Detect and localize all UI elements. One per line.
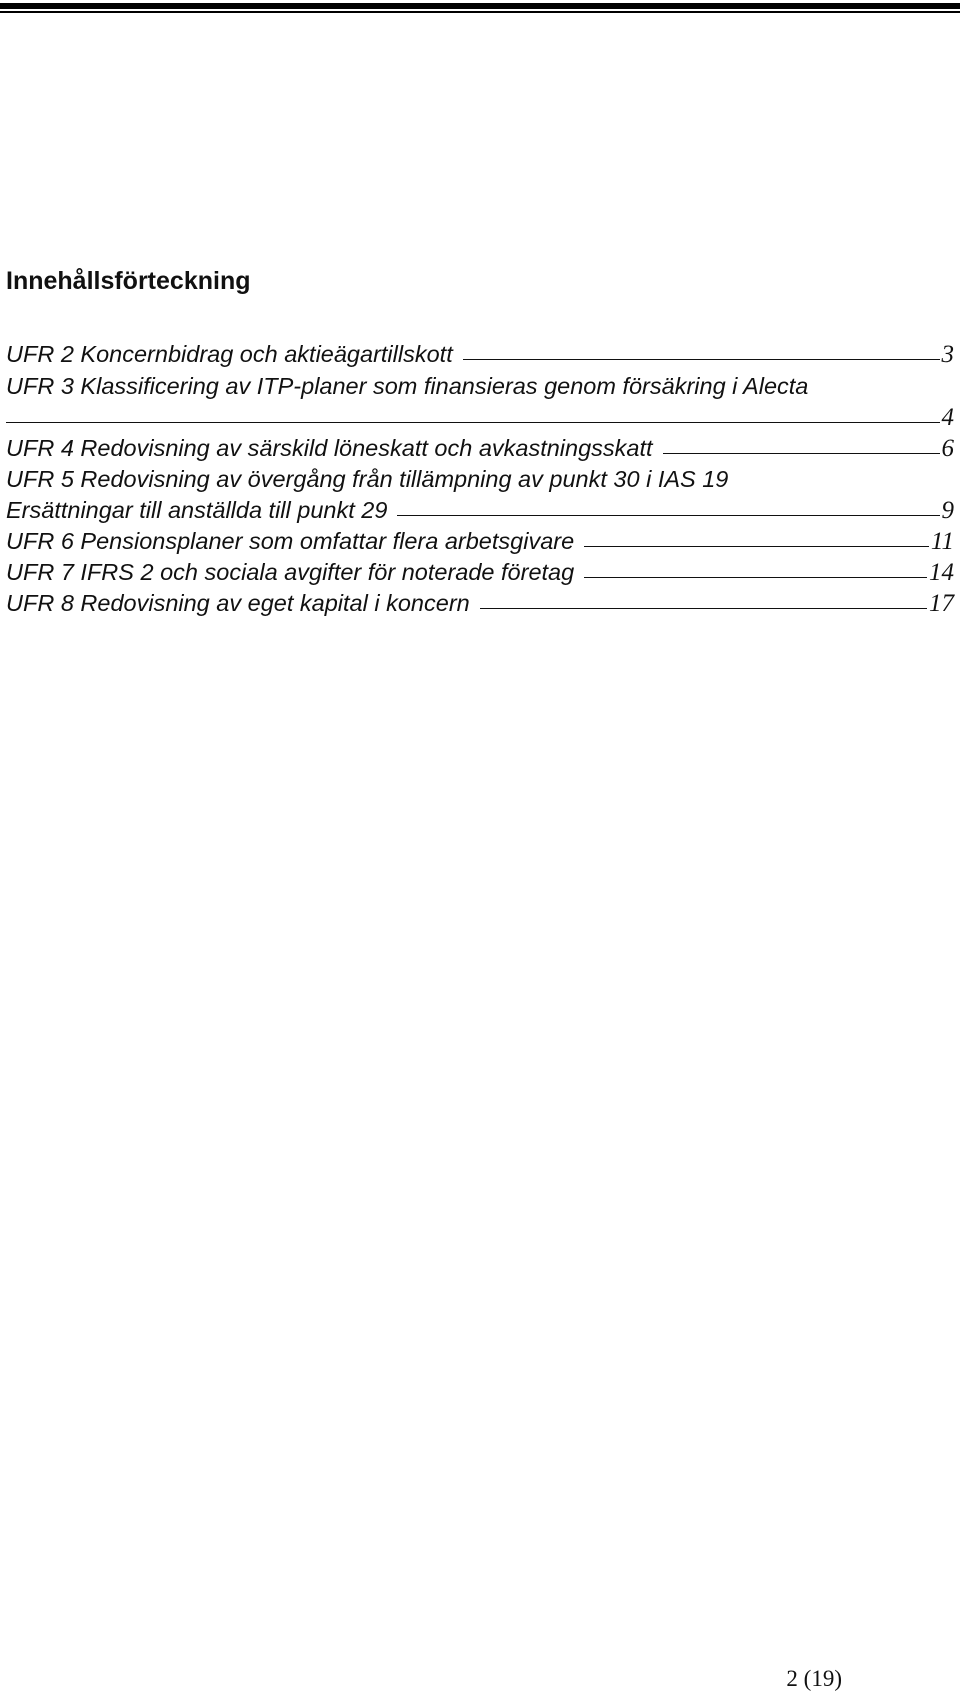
- toc-leader-line: [480, 608, 927, 609]
- toc-entry-ufr3[interactable]: [6, 371, 954, 433]
- toc-leader-line: [397, 515, 939, 516]
- toc-entry-ufr5[interactable]: [6, 464, 954, 526]
- toc-entry-line: [6, 588, 954, 619]
- toc-entry-line: [6, 557, 954, 588]
- toc-leader-line: [584, 577, 927, 578]
- toc-page-number: 17: [929, 590, 954, 617]
- toc-entry-title: UFR 2 Koncernbidrag och aktieägartillskott: [6, 341, 453, 367]
- toc-page-number: 14: [929, 559, 954, 586]
- toc-entry-line: [6, 338, 954, 371]
- header-rule-thick: [0, 3, 960, 9]
- toc-list: [6, 338, 954, 619]
- toc-heading: Innehållsförteckning: [6, 267, 251, 295]
- toc-leader-line: [663, 453, 940, 454]
- toc-entry-ufr7[interactable]: [6, 557, 954, 588]
- toc-entry-title: UFR 8 Redovisning av eget kapital i koncern: [6, 590, 470, 616]
- toc-entry-line: [6, 371, 954, 402]
- toc-page-number: 4: [941, 404, 954, 431]
- page-number-footer: 2 (19): [786, 1666, 842, 1691]
- toc-entry-ufr8[interactable]: [6, 588, 954, 619]
- toc-entry-title: UFR 4 Redovisning av särskild löneskatt och avkastningsskatt: [6, 435, 653, 461]
- toc-entry-continuation: [6, 495, 954, 526]
- header-rule-thin: [0, 11, 960, 13]
- toc-entry-ufr6[interactable]: [6, 526, 954, 557]
- toc-entry-title: UFR 7 IFRS 2 och sociala avgifter för noterade företag: [6, 559, 575, 585]
- toc-leader-line: [6, 422, 940, 423]
- toc-entry-title-continued: Ersättningar till anställda till punkt 29: [6, 497, 388, 523]
- toc-entry-line: [6, 526, 954, 557]
- toc-entry-title: UFR 5 Redovisning av övergång från tillämpning av punkt 30 i IAS 19: [6, 466, 729, 492]
- toc-entry-line: [6, 433, 954, 464]
- toc-leader-line: [584, 546, 929, 547]
- toc-page-number: 11: [930, 528, 954, 555]
- toc-entry-title: UFR 3 Klassificering av ITP-planer som finansieras genom försäkring i Alecta: [6, 373, 809, 399]
- toc-entry-line: [6, 464, 954, 495]
- toc-entry-ufr2[interactable]: [6, 338, 954, 371]
- toc-page-number: 3: [941, 341, 954, 368]
- toc-entry-continuation: [6, 402, 954, 433]
- toc-page-number: 6: [941, 435, 954, 462]
- header-rule: [0, 0, 960, 14]
- toc-entry-ufr4[interactable]: [6, 433, 954, 464]
- toc-page-number: 9: [941, 497, 954, 524]
- toc-leader-line: [463, 359, 940, 360]
- toc-entry-title: UFR 6 Pensionsplaner som omfattar flera arbetsgivare: [6, 528, 575, 554]
